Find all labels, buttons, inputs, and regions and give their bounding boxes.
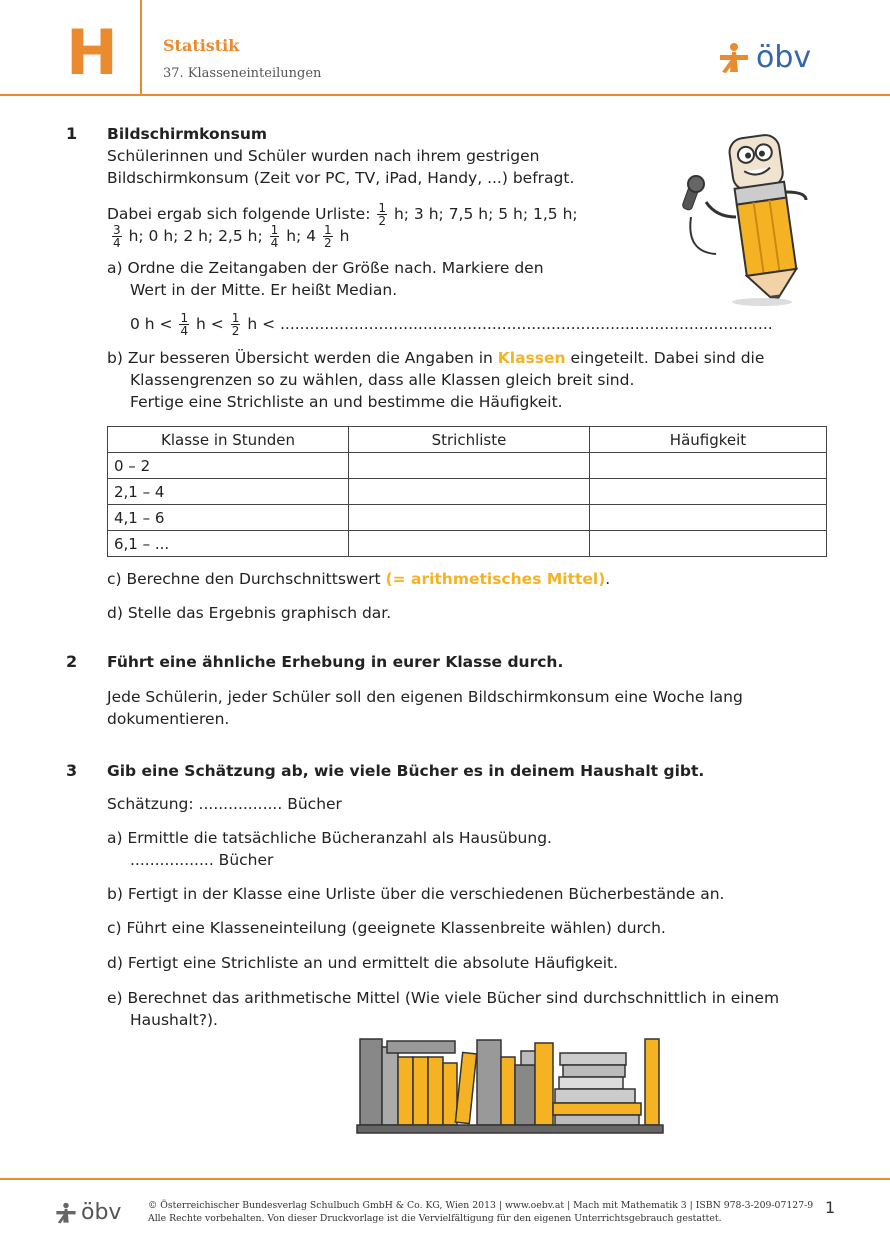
klassen-highlight: Klassen xyxy=(497,349,566,367)
task-1-number: 1 xyxy=(66,124,78,143)
table-row xyxy=(108,531,827,557)
fraction-quarter: $\frac{1}{4}$ xyxy=(270,223,279,250)
task-1c: c) Berechne den Durchschnittswert (= arithmetisches Mittel). xyxy=(107,570,611,588)
task-3-number: 3 xyxy=(66,761,78,780)
section-letter: H xyxy=(66,16,118,89)
fraction-half-2: $\frac{1}{2}$ xyxy=(324,223,332,250)
task-1a-line-1: a) Ordne die Zeitangaben der Größe nach. Markiere den xyxy=(107,259,544,277)
task-3a-line-2: ................. Bücher xyxy=(130,851,274,869)
class-table xyxy=(107,426,827,557)
frequency-cell[interactable] xyxy=(590,479,827,505)
task-2-line-2: dokumentieren. xyxy=(107,710,230,728)
header-logo xyxy=(718,40,811,75)
table-row xyxy=(108,453,827,479)
task-3-title: Gib eine Schätzung ab, wie viele Bücher es in deinem Haushalt gibt. xyxy=(107,762,705,780)
task-3e-line-2: Haushalt?). xyxy=(130,1011,218,1029)
footer-logo-text: öbv xyxy=(81,1200,122,1225)
copyright-line-2: Alle Rechte vorbehalten. Von dieser Druckvorlage ist die Vervielfältigung für den eigenen Unterrichtsgebrauch gestattet. xyxy=(148,1213,722,1224)
class-cell: 6,1 – ... xyxy=(108,531,349,557)
task-2-number: 2 xyxy=(66,652,78,671)
tally-cell[interactable] xyxy=(349,453,590,479)
table-row xyxy=(108,505,827,531)
tally-cell[interactable] xyxy=(349,531,590,557)
frequency-cell[interactable] xyxy=(590,453,827,479)
task-1a-line-2: Wert in der Mitte. Er heißt Median. xyxy=(130,281,398,299)
table-row xyxy=(108,479,827,505)
order-mid: h < xyxy=(196,315,224,333)
order-start: 0 h < xyxy=(130,315,173,333)
urliste-rest-2c: h xyxy=(339,227,350,245)
table-header: Strichliste xyxy=(349,427,590,453)
task-3b: b) Fertigt in der Klasse eine Urliste über die verschiedenen Bücherbestände an. xyxy=(107,885,725,903)
class-cell: 2,1 – 4 xyxy=(108,479,349,505)
table-header: Klasse in Stunden xyxy=(108,427,349,453)
urliste-rest-1: h; 3 h; 7,5 h; 5 h; 1,5 h; xyxy=(393,205,578,223)
task-3-estimate: Schätzung: ................. Bücher xyxy=(107,795,342,813)
class-cell: 4,1 – 6 xyxy=(108,505,349,531)
table-header: Häufigkeit xyxy=(590,427,827,453)
task-1b-line-2: Klassengrenzen so zu wählen, dass alle Klassen gleich breit sind. xyxy=(130,371,635,389)
class-cell: 0 – 2 xyxy=(108,453,349,479)
task-1-intro-2: Bildschirmkonsum (Zeit vor PC, TV, iPad, Handy, ...) befragt. xyxy=(107,169,575,187)
task-1d: d) Stelle das Ergebnis graphisch dar. xyxy=(107,604,392,622)
tally-cell[interactable] xyxy=(349,505,590,531)
copyright xyxy=(148,1199,813,1225)
urliste-rest-2b: h; 4 xyxy=(286,227,317,245)
bookshelf-illustration xyxy=(355,1035,665,1135)
header-divider-vertical xyxy=(140,0,142,94)
task-3a-line-1: a) Ermittle die tatsächliche Bücheranzahl als Hausübung. xyxy=(107,829,552,847)
task-1b-line-1: b) Zur besseren Übersicht werden die Angaben in Klassen eingeteilt. Dabei sind die xyxy=(107,349,765,367)
task-1-title: Bildschirmkonsum xyxy=(107,125,268,143)
order-end: h < .................................................................................................... xyxy=(247,315,773,333)
tally-cell[interactable] xyxy=(349,479,590,505)
subject-title: Statistik xyxy=(163,36,240,55)
urliste-rest-2a: h; 0 h; 2 h; 2,5 h; xyxy=(128,227,263,245)
urliste-line-2 xyxy=(110,224,349,249)
obv-logo-icon xyxy=(718,42,750,74)
task-1b-line-3: Fertige eine Strichliste an und bestimme die Häufigkeit. xyxy=(130,393,563,411)
fraction-half: $\frac{1}{2}$ xyxy=(378,201,387,228)
task-2-title: Führt eine ähnliche Erhebung in eurer Klasse durch. xyxy=(107,653,564,671)
table-header-row xyxy=(108,427,827,453)
obv-logo-icon xyxy=(55,1202,77,1224)
urliste-prefix: Dabei ergab sich folgende Urliste: xyxy=(107,205,371,223)
fraction-half-order: $\frac{1}{2}$ xyxy=(231,311,240,338)
task-3d: d) Fertigt eine Strichliste an und ermittelt die absolute Häufigkeit. xyxy=(107,954,619,972)
footer-logo xyxy=(55,1200,121,1225)
copyright-line-1: © Österreichischer Bundesverlag Schulbuch GmbH & Co. KG, Wien 2013 | www.oebv.at | Mach mit Mathematik 3 | ISBN 978-3-209-07127-9 xyxy=(148,1200,814,1211)
mean-highlight: (= arithmetisches Mittel) xyxy=(385,570,606,588)
task-3e-line-1: e) Berechnet das arithmetische Mittel (Wie viele Bücher sind durchschnittlich in einem xyxy=(107,989,780,1007)
header-rule xyxy=(0,94,890,96)
footer-rule xyxy=(0,1178,890,1180)
frequency-cell[interactable] xyxy=(590,505,827,531)
pencil-mascot-illustration xyxy=(676,122,816,307)
fraction-three-quarters: $\frac{3}{4}$ xyxy=(113,223,121,250)
logo-text: öbv xyxy=(756,40,812,75)
frequency-cell[interactable] xyxy=(590,531,827,557)
task-2-line-1: Jede Schülerin, jeder Schüler soll den eigenen Bildschirmkonsum eine Woche lang xyxy=(107,688,743,706)
chapter-title: 37. Klasseneinteilungen xyxy=(163,66,322,81)
task-1-intro-1: Schülerinnen und Schüler wurden nach ihrem gestrigen xyxy=(107,147,540,165)
ordering-line xyxy=(130,312,773,337)
task-3c: c) Führt eine Klasseneinteilung (geeignete Klassenbreite wählen) durch. xyxy=(107,919,666,937)
fraction-quarter-order: $\frac{1}{4}$ xyxy=(180,311,189,338)
page-number: 1 xyxy=(825,1198,836,1217)
